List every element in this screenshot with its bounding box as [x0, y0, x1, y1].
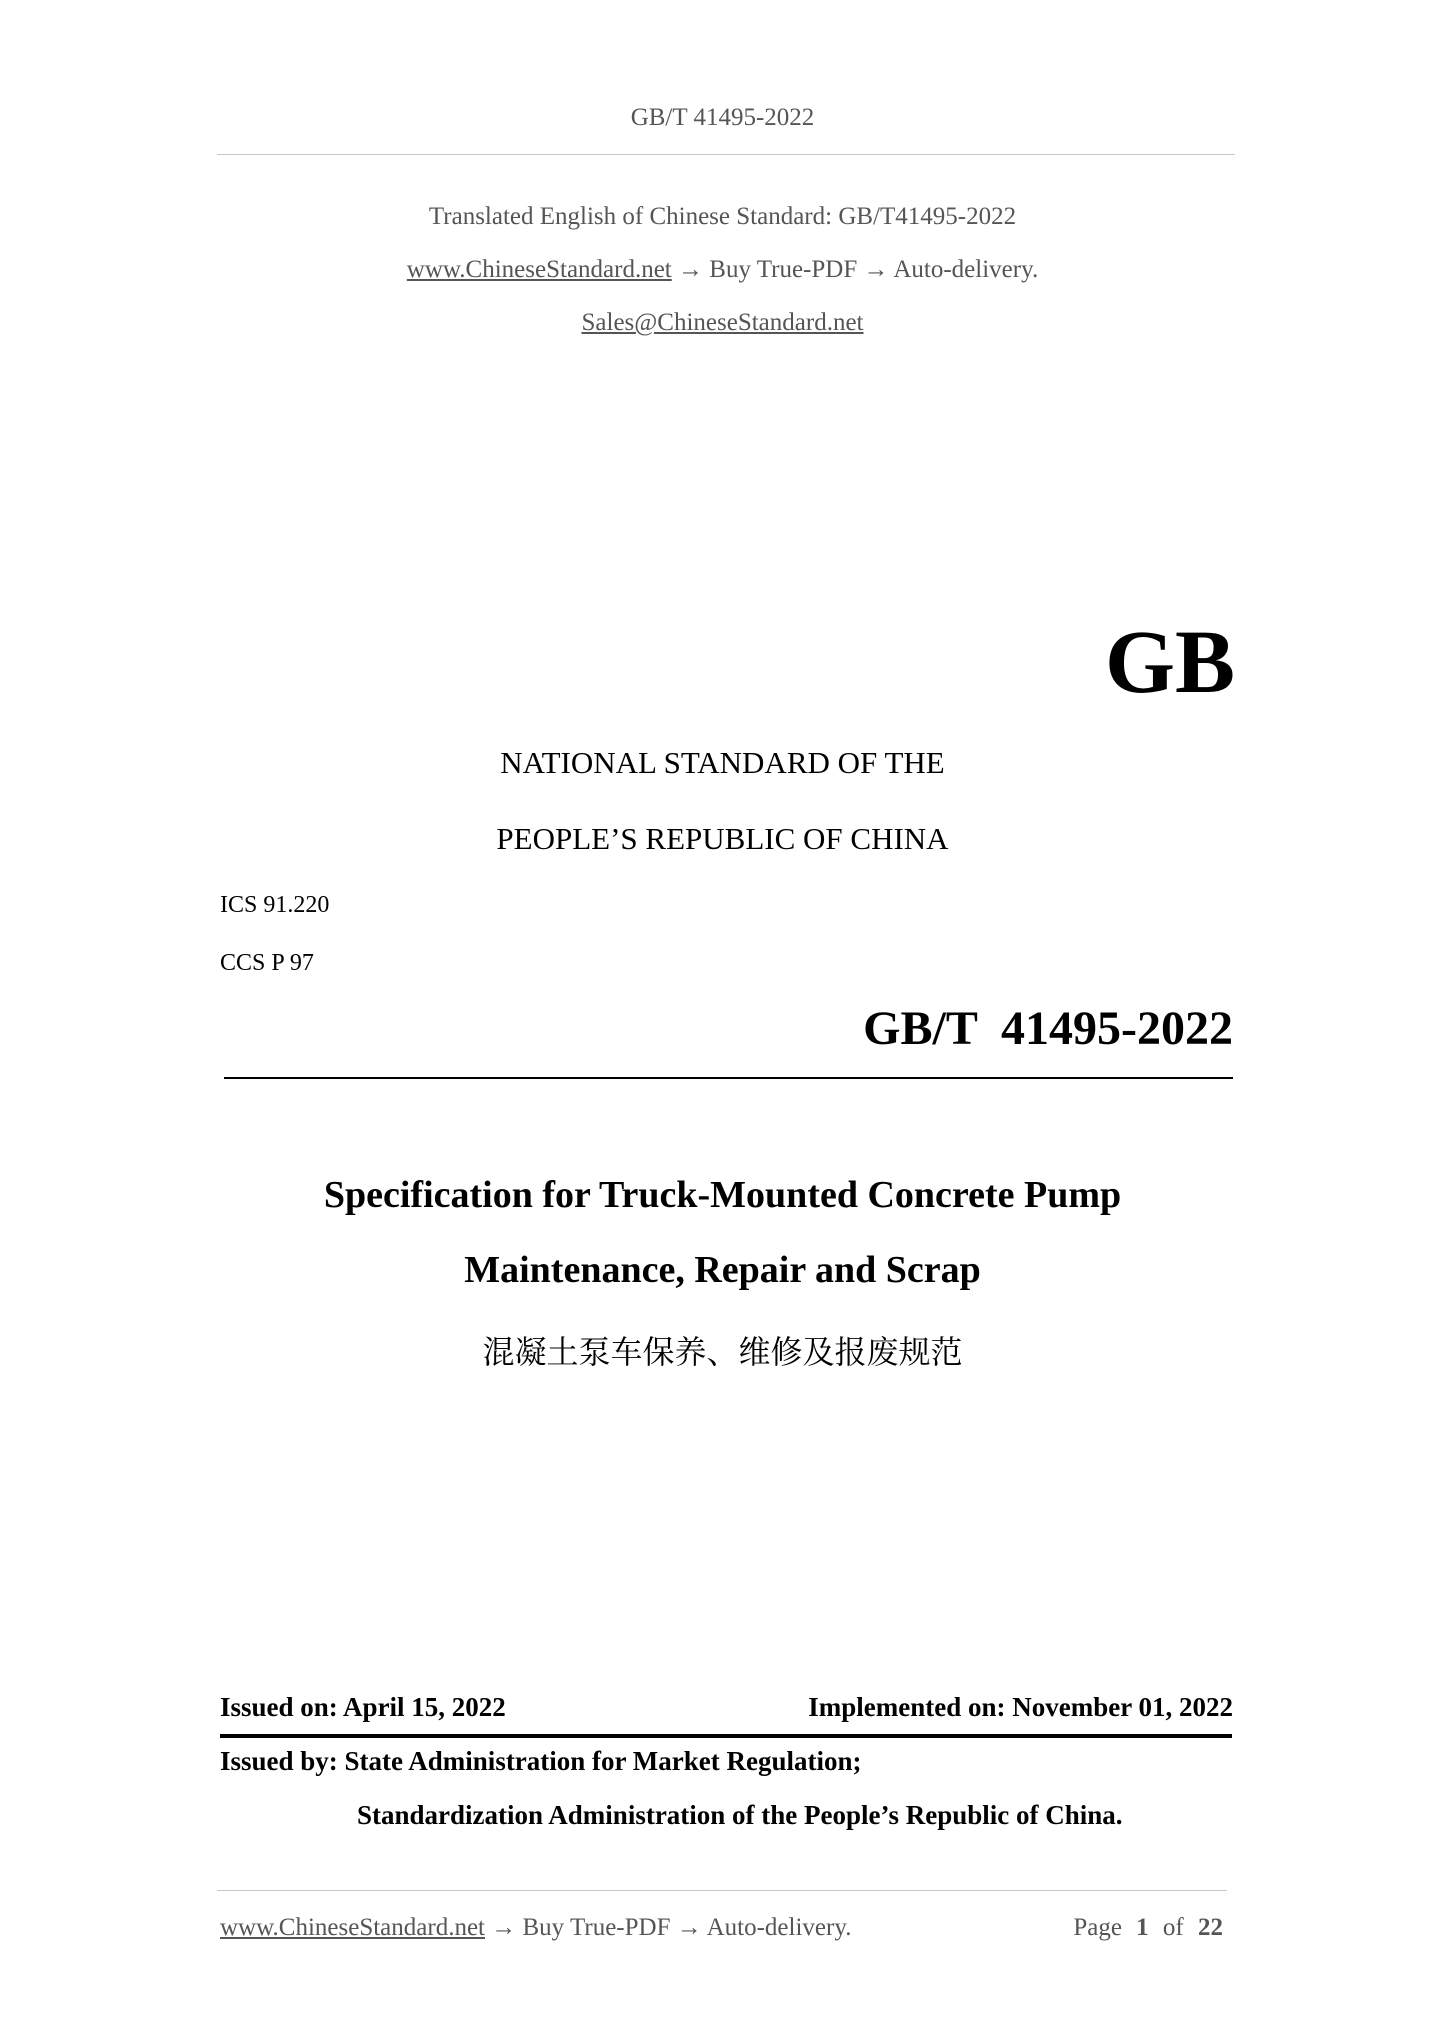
title-chinese: 混凝土泵车保养、维修及报废规范 — [482, 1333, 963, 1371]
header-link-row — [0, 256, 1445, 284]
issued-by-line-1: Issued by: State Administration for Market Regulation; — [220, 1746, 862, 1776]
buy-text: → Buy True-PDF → Auto-delivery. — [678, 256, 1039, 283]
footer-link-row — [220, 1914, 851, 1942]
page-current: 1 — [1136, 1914, 1149, 1941]
dates-divider — [220, 1734, 1232, 1738]
translated-line: Translated English of Chinese Standard: GB/T41495-2022 — [428, 203, 1017, 230]
footer-buy-text: → Buy True-PDF → Auto-delivery. — [491, 1914, 852, 1941]
issued-by-line-2: Standardization Administration of the People’s Republic of China. — [357, 1800, 1123, 1830]
national-line-1: NATIONAL STANDARD OF THE — [500, 745, 945, 780]
title-line-2: Maintenance, Repair and Scrap — [464, 1249, 981, 1291]
footer-divider — [217, 1890, 1227, 1891]
header-doc-code: GB/T 41495-2022 — [630, 104, 815, 131]
standard-number: GB/T 41495-2022 — [863, 1002, 1233, 1055]
page-of: of — [1162, 1914, 1184, 1941]
page-indicator — [1073, 1914, 1223, 1942]
issued-on: Issued on: April 15, 2022 — [220, 1692, 506, 1722]
ics-code: ICS 91.220 — [220, 892, 330, 918]
footer-site-link[interactable]: www.ChineseStandard.net — [220, 1914, 485, 1941]
page-total: 22 — [1198, 1914, 1223, 1941]
standard-number-divider — [224, 1077, 1233, 1079]
site-link[interactable]: www.ChineseStandard.net — [406, 256, 672, 283]
ccs-code: CCS P 97 — [220, 950, 314, 976]
header-divider — [217, 154, 1235, 155]
implemented-on: Implemented on: November 01, 2022 — [808, 1692, 1233, 1722]
email-row — [0, 309, 1445, 337]
page-label: Page — [1073, 1914, 1122, 1941]
gb-logo: GB — [1104, 613, 1235, 712]
email-link[interactable]: Sales@ChineseStandard.net — [581, 309, 864, 336]
national-line-2: PEOPLE’S REPUBLIC OF CHINA — [496, 821, 949, 856]
title-line-1: Specification for Truck-Mounted Concrete Pump — [323, 1174, 1122, 1216]
